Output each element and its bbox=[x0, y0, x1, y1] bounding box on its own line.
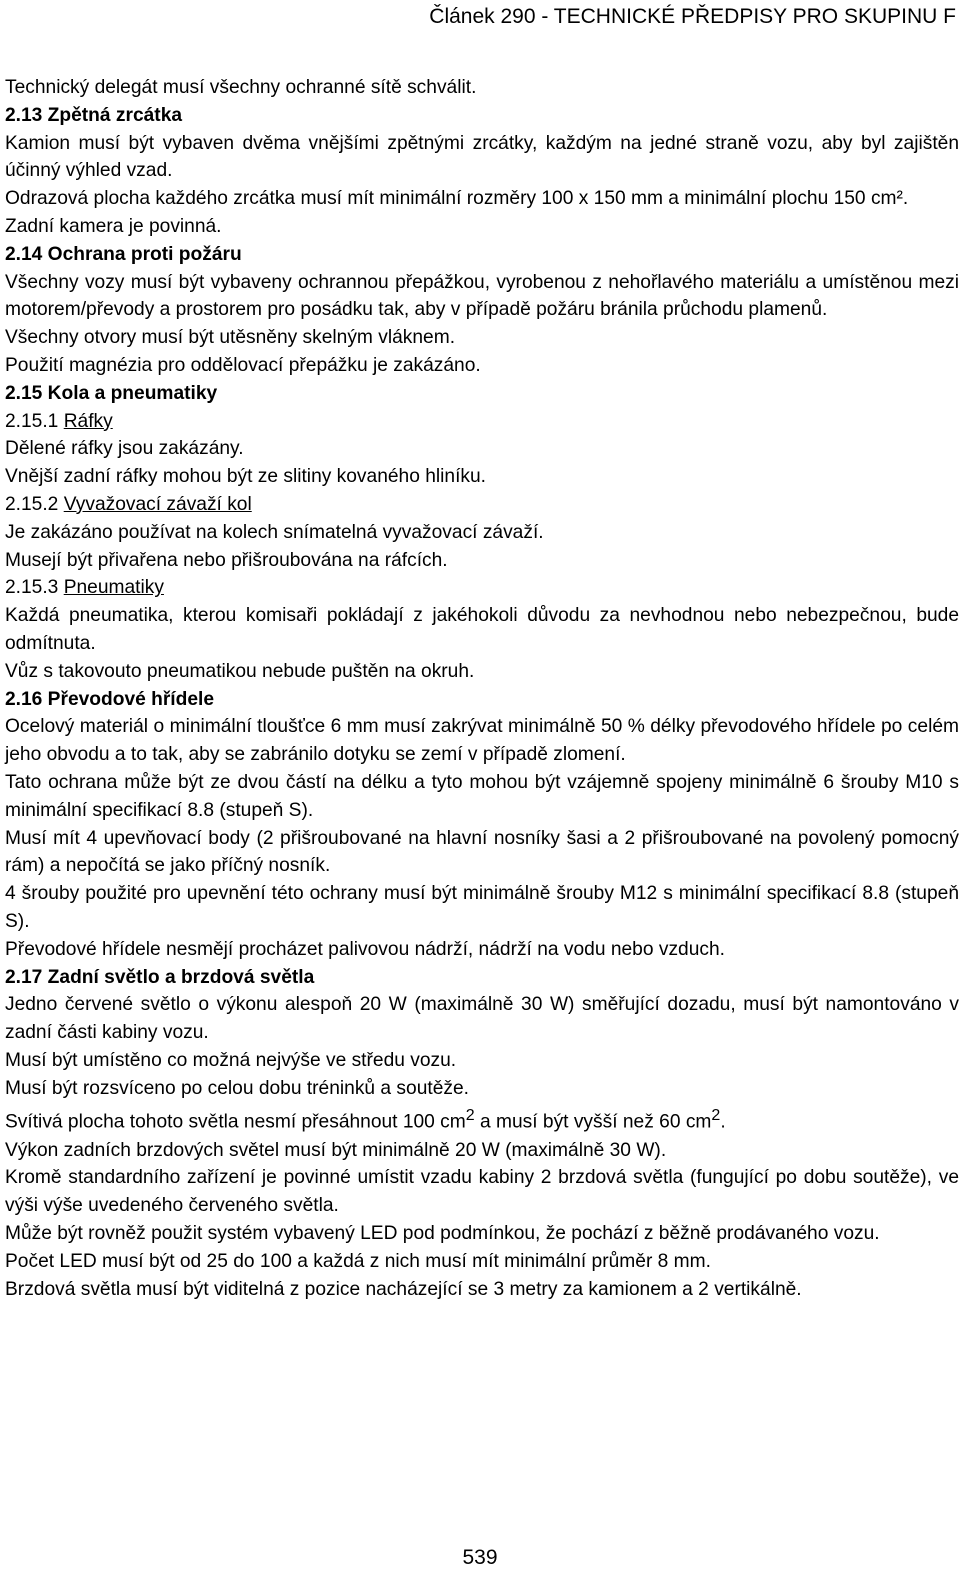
paragraph-with-superscripts bbox=[5, 1102, 959, 1136]
paragraph: Dělené ráfky jsou zakázány. bbox=[5, 438, 244, 460]
section-heading-2-14: 2.14 Ochrana proti požáru bbox=[5, 243, 242, 265]
paragraph: Jedno červené světlo o výkonu alespoň 20 W (maximálně 30 W) směřující dozadu, musí být namontováno v zadní části kabiny vozu. bbox=[5, 994, 959, 1044]
subsection-heading-2-15-1 bbox=[5, 408, 959, 436]
paragraph: Ocelový materiál o minimální tloušťce 6 mm musí zakrývat minimálně 50 % délky převodového hřídele po celém jeho obvodu a to tak, aby se zabránilo dotyku se zemí v případě zlomení. bbox=[5, 716, 959, 766]
subsection-heading-2-15-2 bbox=[5, 491, 959, 519]
section-heading-2-16: 2.16 Převodové hřídele bbox=[5, 688, 215, 710]
text-fragment: Svítivá plocha tohoto světla nesmí přesáhnout 100 cm bbox=[5, 1111, 466, 1133]
subsection-number: 2.15.2 bbox=[5, 493, 59, 515]
superscript: 2 bbox=[465, 1107, 475, 1125]
paragraph: Všechny otvory musí být utěsněny skelným vláknem. bbox=[5, 327, 456, 349]
paragraph: Může být rovněž použit systém vybavený LED pod podmínkou, že pochází z běžně prodávaného vozu. bbox=[5, 1223, 880, 1245]
running-header: Článek 290 - TECHNICKÉ PŘEDPISY PRO SKUPINU F bbox=[429, 5, 956, 28]
subsection-title: Ráfky bbox=[63, 410, 113, 432]
paragraph: Musejí být přivařena nebo přišroubována na ráfcích. bbox=[5, 549, 448, 571]
paragraph: 4 šrouby použité pro upevnění této ochrany musí být minimálně šrouby M12 s minimální specifikací 8.8 (stupeň S). bbox=[5, 883, 959, 932]
paragraph: Odrazová plocha každého zrcátka musí mít minimální rozměry 100 x 150 mm a minimální plochu 150 cm². bbox=[5, 188, 909, 210]
superscript: 2 bbox=[711, 1107, 721, 1125]
paragraph: Použití magnézia pro oddělovací přepážku je zakázáno. bbox=[5, 354, 481, 376]
subsection-heading-2-15-3 bbox=[5, 574, 959, 602]
paragraph: Vůz s takovouto pneumatikou nebude puštěn na okruh. bbox=[5, 660, 475, 682]
paragraph: Všechny vozy musí být vybaveny ochrannou přepážkou, vyrobenou z nehořlavého materiálu a umístěnou mezi motorem/převody a prostorem pro posádku tak, aby v případě požáru bránila průchodu plamenů. bbox=[5, 271, 959, 321]
paragraph: Zadní kamera je povinná. bbox=[5, 215, 222, 237]
paragraph: Vnější zadní ráfky mohou být ze slitiny kovaného hliníku. bbox=[5, 466, 487, 488]
paragraph: Tato ochrana může být ze dvou částí na délku a tyto mohou být vzájemně spojeny minimálně 6 šrouby M10 s minimální specifikací 8.8 (stupeň S). bbox=[5, 771, 959, 821]
document-body bbox=[5, 74, 959, 1303]
paragraph: Výkon zadních brzdových světel musí být minimálně 20 W (maximálně 30 W). bbox=[5, 1139, 667, 1161]
paragraph: Je zakázáno používat na kolech snímatelná vyvažovací závaží. bbox=[5, 521, 544, 543]
text-fragment: . bbox=[720, 1111, 726, 1133]
intro-paragraph: Technický delegát musí všechny ochranné sítě schválit. bbox=[5, 77, 477, 98]
paragraph: Počet LED musí být od 25 do 100 a každá z nich musí mít minimální průměr 8 mm. bbox=[5, 1250, 711, 1272]
subsection-number: 2.15.1 bbox=[5, 410, 59, 432]
paragraph: Každá pneumatika, kterou komisaři pokládají z jakéhokoli důvodu za nevhodnou nebo nebezpečnou, bude odmítnuta. bbox=[5, 605, 959, 654]
paragraph: Musí být umístěno co možná nejvýše ve středu vozu. bbox=[5, 1049, 457, 1071]
paragraph: Musí být rozsvíceno po celou dobu tréninků a soutěže. bbox=[5, 1077, 469, 1099]
page-number: 539 bbox=[462, 1546, 498, 1569]
paragraph: Převodové hřídele nesmějí procházet palivovou nádrží, nádrží na vodu nebo vzduch. bbox=[5, 938, 725, 960]
text-fragment: a musí být vyšší než 60 cm bbox=[474, 1111, 712, 1133]
section-heading-2-13: 2.13 Zpětná zrcátka bbox=[5, 104, 183, 126]
section-heading-2-15: 2.15 Kola a pneumatiky bbox=[5, 382, 218, 404]
paragraph: Brzdová světla musí být viditelná z pozice nacházející se 3 metry za kamionem a 2 vertikálně. bbox=[5, 1278, 802, 1300]
section-heading-2-17: 2.17 Zadní světlo a brzdová světla bbox=[5, 966, 315, 988]
subsection-number: 2.15.3 bbox=[5, 577, 59, 599]
subsection-title: Vyvažovací závaží kol bbox=[63, 493, 252, 515]
paragraph: Kamion musí být vybaven dvěma vnějšími zpětnými zrcátky, každým na jedné straně vozu, aby byl zajištěn účinný výhled vzad. bbox=[5, 132, 959, 182]
paragraph: Musí mít 4 upevňovací body (2 přišroubované na hlavní nosníky šasi a 2 přišroubované na povolený pomocný rám) a nepočítá se jako příčný nosník. bbox=[5, 827, 959, 877]
paragraph: Kromě standardního zařízení je povinné umístit vzadu kabiny 2 brzdová světla (fungující po dobu soutěže), ve výši výše uvedeného červeného světla. bbox=[5, 1167, 959, 1217]
subsection-title: Pneumatiky bbox=[63, 577, 164, 599]
